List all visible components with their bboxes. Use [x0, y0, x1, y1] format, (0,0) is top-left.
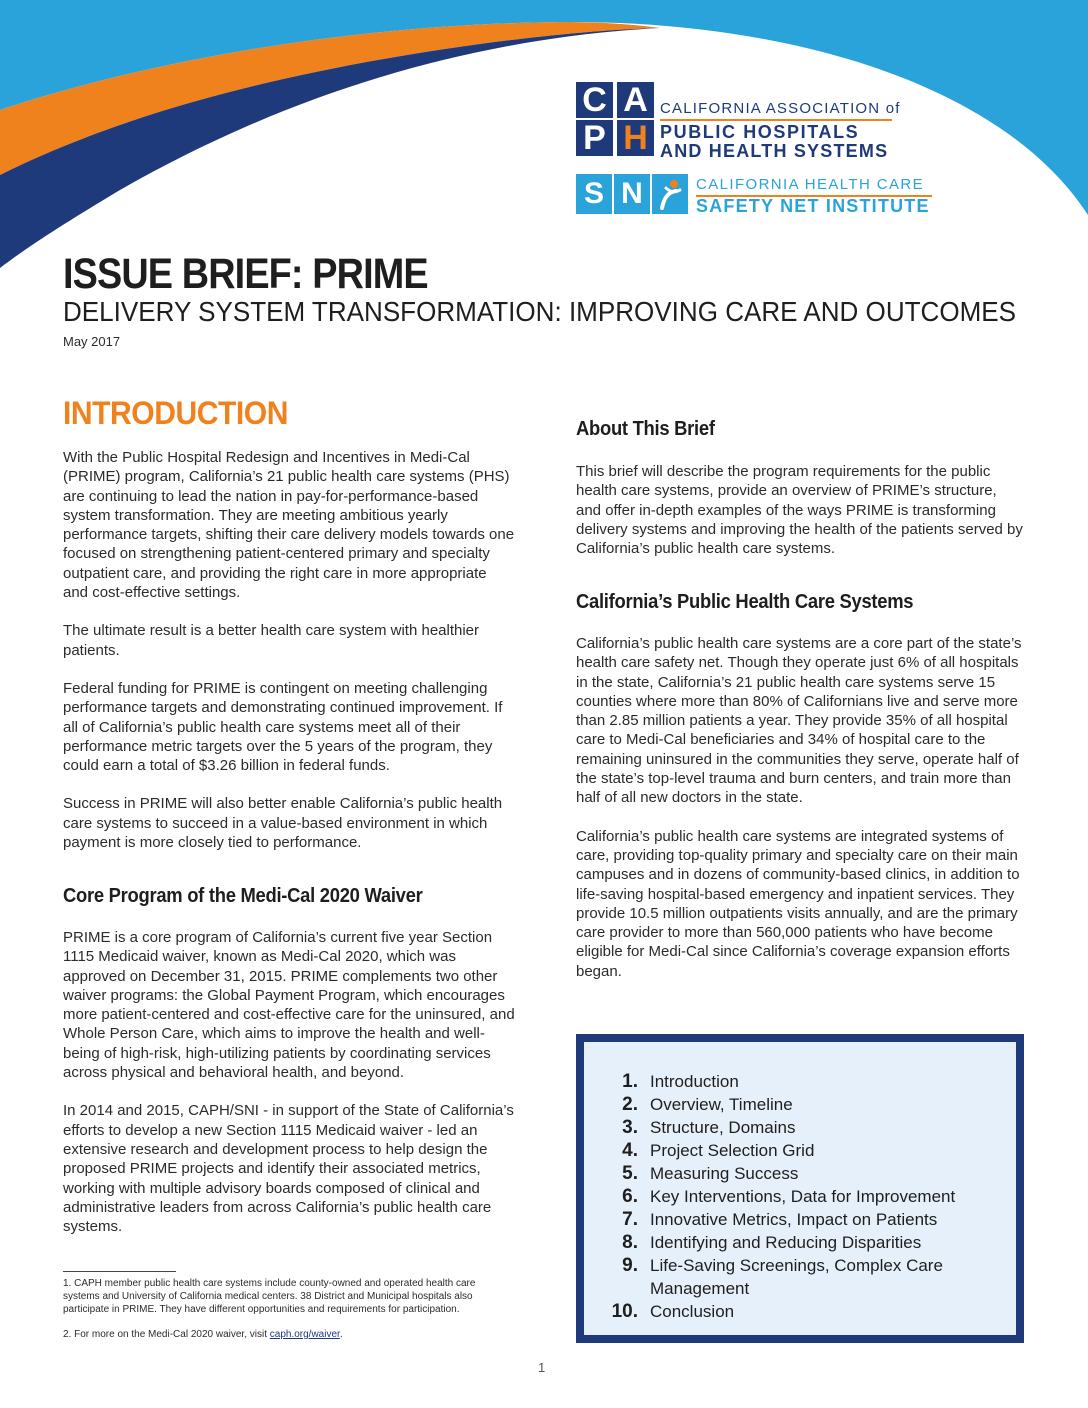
footnote-2-end: . [339, 1329, 343, 1340]
toc-label: Identifying and Reducing Disparities [650, 1233, 922, 1252]
toc-item[interactable] [606, 1300, 1016, 1323]
footnote-divider [63, 1271, 176, 1272]
toc-item[interactable] [606, 1231, 1016, 1254]
sni-monogram [576, 174, 688, 214]
toc-label: Life-Saving Screenings, Complex Care Management [650, 1256, 943, 1298]
toc-item[interactable] [606, 1139, 1016, 1162]
toc-number: 9. [622, 1255, 638, 1276]
california-systems-body [576, 634, 1024, 1000]
sni-letter-n: N [614, 174, 650, 214]
introduction-paragraph: Federal funding for PRIME is contingent on meeting challenging performance targets and demonstrating continued improvement. If all of California’s public health care systems meet all of their performance metric targets over the 5 years of the program, they could earn a total of $3.26 billion in federal funds. [63, 679, 503, 775]
toc-label: Key Interventions, Data for Improvement [650, 1187, 956, 1206]
toc-number: 5. [622, 1163, 638, 1184]
footnote-2-text: 2. For more on the Medi-Cal 2020 waiver, visit [63, 1329, 270, 1340]
toc-panel [584, 1042, 1016, 1335]
toc-item[interactable] [606, 1093, 1016, 1116]
toc-number: 4. [622, 1140, 638, 1161]
toc-item[interactable] [606, 1070, 1016, 1093]
page-subtitle: DELIVERY SYSTEM TRANSFORMATION: IMPROVING CARE AND OUTCOMES [63, 296, 1017, 327]
toc-number: 3. [622, 1117, 638, 1138]
toc-number: 1. [622, 1071, 638, 1092]
caph-name-line3: AND HEALTH SYSTEMS [660, 141, 889, 161]
sni-name-line2: SAFETY NET INSTITUTE [696, 196, 930, 216]
publish-date: May 2017 [63, 334, 121, 349]
toc-number: 2. [622, 1094, 638, 1115]
toc-label: Structure, Domains [650, 1118, 796, 1137]
toc-number: 10. [611, 1301, 638, 1322]
toc-label: Project Selection Grid [650, 1141, 815, 1160]
toc-number: 6. [622, 1186, 638, 1207]
caph-logo [576, 81, 906, 161]
table-of-contents [576, 1034, 1024, 1343]
introduction-paragraph: Success in PRIME will also better enable California’s public health care systems to succeed in a value-based environment in which payment is more closely tied to performance. [63, 795, 503, 852]
toc-label: Introduction [650, 1072, 739, 1091]
toc-item[interactable] [606, 1185, 1016, 1208]
toc-item[interactable] [606, 1116, 1016, 1139]
core-program-heading: Core Program of the Medi-Cal 2020 Waiver [63, 885, 423, 907]
introduction-paragraph: The ultimate result is a better health care system with healthier patients. [63, 622, 480, 659]
introduction-heading: INTRODUCTION [63, 395, 288, 431]
sni-figure-icon [652, 174, 688, 214]
caph-name-line1: CALIFORNIA ASSOCIATION of [660, 100, 901, 117]
california-systems-paragraph: California’s public health care systems are integrated systems of care, providing top-quality primary and specialty care on their main campuses and in dozens of community-based clinics, in addition to life-saving hospital-based emergency and inpatient services. They provide 10.5 million outpatients visits annually, and are the primary care provider to more than 560,000 patients who have become eligible for Medi-Cal since California’s coverage expansion efforts began. [576, 827, 1020, 980]
about-body [576, 462, 1024, 577]
toc-number: 8. [622, 1232, 638, 1253]
caph-name-line2: PUBLIC HOSPITALS [660, 122, 860, 142]
california-systems-heading: California’s Public Health Care Systems [576, 591, 914, 613]
sni-letter-s: S [576, 174, 612, 214]
caph-monogram [576, 82, 654, 158]
page-number: 1 [538, 1360, 546, 1375]
core-program-paragraph: PRIME is a core program of California’s current five year Section 1115 Medicaid waiver, known as Medi-Cal 2020, which was approved on December 31, 2015. PRIME complements two other waiver programs: the Global Payment Program, which encourages more patient-centered and cost-effective care for the uninsured, and Whole Person Care, which aims to improve the health and well-being of high-risk, high-utilizing patients by coordinating services across physical and behavioral health, and beyond. [63, 929, 515, 1082]
about-paragraph: This brief will describe the program requirements for the public health care systems, provide an overview of PRIME’s structure, and offer in-depth examples of the ways PRIME is transforming delivery systems and improving the health of the patients served by California’s public health care systems. [576, 463, 1023, 558]
toc-item[interactable] [606, 1208, 1016, 1231]
caph-letter-a: A [617, 82, 654, 118]
sni-name-line1: CALIFORNIA HEALTH CARE [696, 176, 925, 193]
toc-label: Measuring Success [650, 1164, 799, 1183]
footnotes [63, 1277, 513, 1353]
sni-logo [576, 174, 936, 214]
caph-letter-c: C [576, 82, 613, 118]
toc-item[interactable] [606, 1254, 1016, 1300]
caph-divider [660, 119, 892, 121]
footnote-1: 1. CAPH member public health care systems include county-owned and operated health care systems and University of California medical centers. 38 District and Municipal hospitals also participate in PRIME. They have different opportunities and requirements for participation. [63, 1278, 476, 1315]
toc-label: Innovative Metrics, Impact on Patients [650, 1210, 938, 1229]
toc-label: Overview, Timeline [650, 1095, 793, 1114]
caph-letter-h: H [617, 120, 654, 156]
about-heading: About This Brief [576, 418, 715, 440]
core-program-body [63, 928, 515, 1255]
introduction-paragraph: With the Public Hospital Redesign and Incentives in Medi-Cal (PRIME) program, California’s 21 public health care systems (PHS) are continuing to lead the nation in pay-for-performance-based system transformation. They are meeting ambitious yearly performance targets, shifting their care delivery models towards one focused on strengthening patient-centered primary and specialty outpatient care, and providing the right care in more appropriate and cost-effective settings. [63, 449, 515, 602]
toc-number: 7. [622, 1209, 638, 1230]
introduction-body [63, 448, 515, 871]
waiver-link[interactable]: caph.org/waiver [269, 1329, 340, 1340]
footnote-2 [63, 1328, 513, 1341]
caph-letter-p: P [576, 120, 613, 156]
page-title: ISSUE BRIEF: PRIME [63, 250, 428, 298]
toc-item[interactable] [606, 1162, 1016, 1185]
california-systems-paragraph: California’s public health care systems are a core part of the state’s health care safety net. Though they operate just 6% of all hospitals in the state, California’s 21 public health care systems serve 15 counties where more than 80% of Californians live and serve more than 2.85 million patients a year. They provide 35% of all hospital care to Medi-Cal beneficiaries and 34% of hospital care to the remaining uninsured in the communities they serve, operate half of the state’s top-level trauma and burn centers, and train more than half of all new doctors in the state. [576, 635, 1022, 807]
toc-label: Conclusion [650, 1302, 735, 1321]
core-program-paragraph: In 2014 and 2015, CAPH/SNI - in support of the State of California’s efforts to develop a new Section 1115 Medicaid waiver - led an extensive research and development process to help design the proposed PRIME projects and identify their associated metrics, working with multiple advisory boards composed of clinical and administrative leaders from across California’s public health care systems. [63, 1102, 514, 1236]
